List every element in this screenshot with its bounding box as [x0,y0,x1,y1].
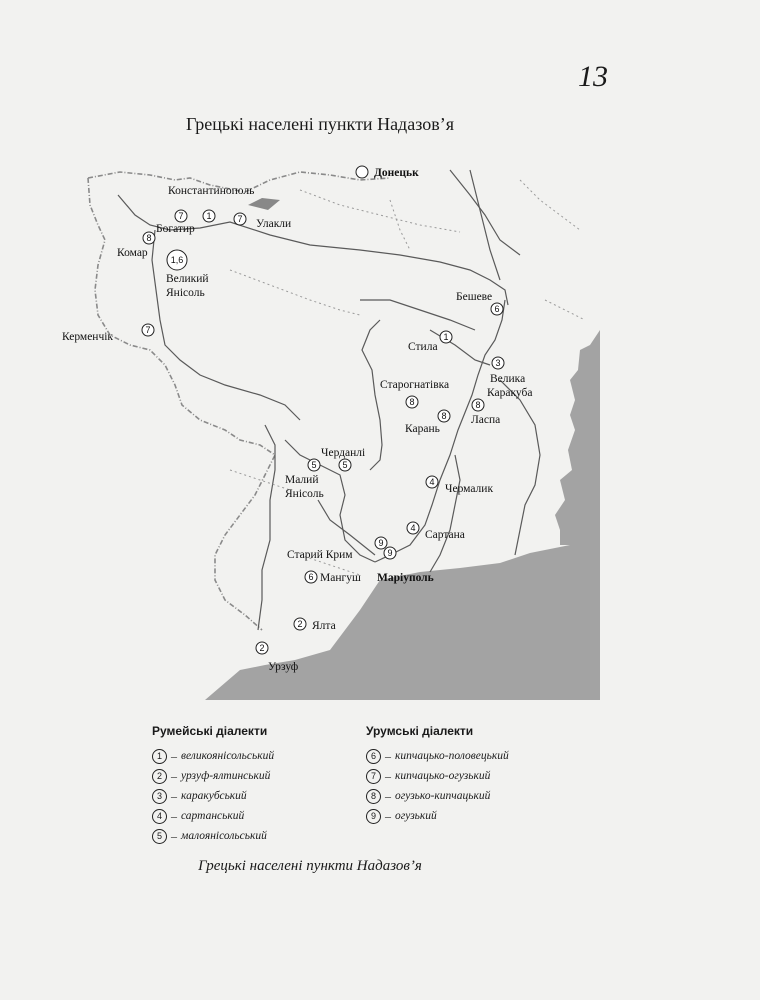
place-bohatyr [156,210,195,235]
place-label: Бешеве [456,291,493,303]
place-komar [117,232,155,259]
place-label: Малий [285,474,319,486]
place-label: Сартана [425,529,465,541]
legend-label: каракубський [181,790,247,802]
reservoir [248,198,280,210]
place-styla [408,331,452,353]
legend-number: 2 [152,769,167,784]
place-velyka-karakuba [487,357,532,399]
legend-number: 3 [152,789,167,804]
place-manhush [305,571,361,584]
place-label: Донецьк [374,167,419,179]
legend-dash: – [385,788,391,803]
legend-title: Урумські діалекти [366,724,474,738]
place-label: Каракуба [487,387,533,399]
place-karan [405,410,450,435]
place-label: Старогнатівка [380,379,450,391]
legend-dash: – [171,788,177,803]
place-marker: 6 [308,572,314,582]
place-mariupol [377,572,434,584]
legend-label: малоянісольський [181,830,267,842]
legend-dash: – [385,808,391,823]
legend-dash: – [171,768,177,783]
legend-number: 1 [152,749,167,764]
place-staryi-krym [287,537,396,561]
page-number: 13 [578,60,608,93]
map-caption: Грецькі населені пункти Надазов’я [198,858,422,874]
place-kermenchik [62,324,154,343]
place-konstantynopol [168,185,254,197]
place-marker: 3 [495,358,501,368]
place-marker-1 [203,210,215,222]
legend-dash: – [171,808,177,823]
minor-roads [230,180,585,575]
place-label: Ялта [312,620,336,632]
legend-label: кипчацько-огузький [395,770,491,782]
place-marker: 2 [259,643,265,653]
legend-title: Румейські діалекти [152,724,268,738]
place-marker: 7 [178,211,184,221]
place-label: Чермалик [445,483,494,495]
legend-dash: – [171,828,177,843]
place-marker: 1,6 [170,255,184,265]
legend-item [152,746,274,766]
place-marker: 5 [311,460,317,470]
place-label: Старий Крим [287,549,353,561]
legend-label: урзуф-ялтинський [181,770,271,782]
place-label: Маріуполь [377,572,434,584]
legend-item [366,766,509,786]
place-marker: 8 [409,397,415,407]
legend-label: огузький [395,810,437,822]
place-marker: 8 [441,411,447,421]
legend-item [152,806,274,826]
place-marker: 1 [443,332,449,342]
place-label: Мангуш [320,572,361,584]
place-label: Стила [408,341,438,353]
place-label: Комар [117,247,148,259]
place-marker: 8 [475,400,481,410]
legend-item [152,826,274,846]
legend-label: сартанський [181,810,245,822]
place-marker: 4 [429,477,435,487]
legend-label: великоянісольський [181,750,275,762]
place-ulakly [234,213,291,230]
place-marker: 8 [146,233,152,243]
place-cherdanli [321,447,365,471]
legend-label: кипчацько-половецький [395,750,509,762]
region-border [88,178,275,630]
place-malyi-yanisol [285,459,324,500]
legend-item [152,786,274,806]
place-label: Черданлі [321,447,366,459]
legend-item [366,786,509,806]
sea-of-azov [205,545,600,700]
place-laspa [471,399,500,426]
place-marker: 7 [237,214,243,224]
place-marker: 2 [297,619,303,629]
place-marker: 9 [378,538,384,548]
legend-urum [366,724,509,826]
legend-number: 5 [152,829,167,844]
place-label: Ласпа [471,414,501,426]
place-label: Улакли [256,218,292,230]
legend-number: 6 [366,749,381,764]
place-label: Карань [405,423,440,435]
place-label: Янісоль [166,287,205,299]
legend-rumei [152,724,274,846]
place-velykyi-yanisol [166,250,209,299]
legend-item [152,766,274,786]
place-label: Урзуф [268,661,299,673]
place-label: Константинополь [168,185,255,197]
legend-number: 7 [366,769,381,784]
legend-dash: – [171,748,177,763]
place-marker: 1 [206,211,212,221]
place-starohnativka [380,379,449,408]
place-label: Богатир [156,223,195,235]
place-marker: 9 [387,548,393,558]
legend-number: 9 [366,809,381,824]
place-label: Великий [166,273,209,285]
legend-item [366,746,509,766]
east-water [555,330,600,545]
place-yalta [294,618,336,632]
legend-number: 8 [366,789,381,804]
place-marker: 5 [342,460,348,470]
legend-dash: – [385,748,391,763]
legend-label: огузько-кипчацький [395,790,491,802]
legend-item [366,806,509,826]
place-label: Керменчік [62,331,114,343]
place-label: Янісоль [285,488,324,500]
map-title: Грецькі населені пункти Надазов’я [186,114,454,134]
place-marker: 6 [494,304,500,314]
place-marker: 7 [145,325,151,335]
place-marker: 4 [410,523,416,533]
place-label: Велика [490,373,526,385]
place-donetsk [356,166,419,179]
legend-dash: – [385,768,391,783]
legend-number: 4 [152,809,167,824]
place-besheve [456,291,503,315]
